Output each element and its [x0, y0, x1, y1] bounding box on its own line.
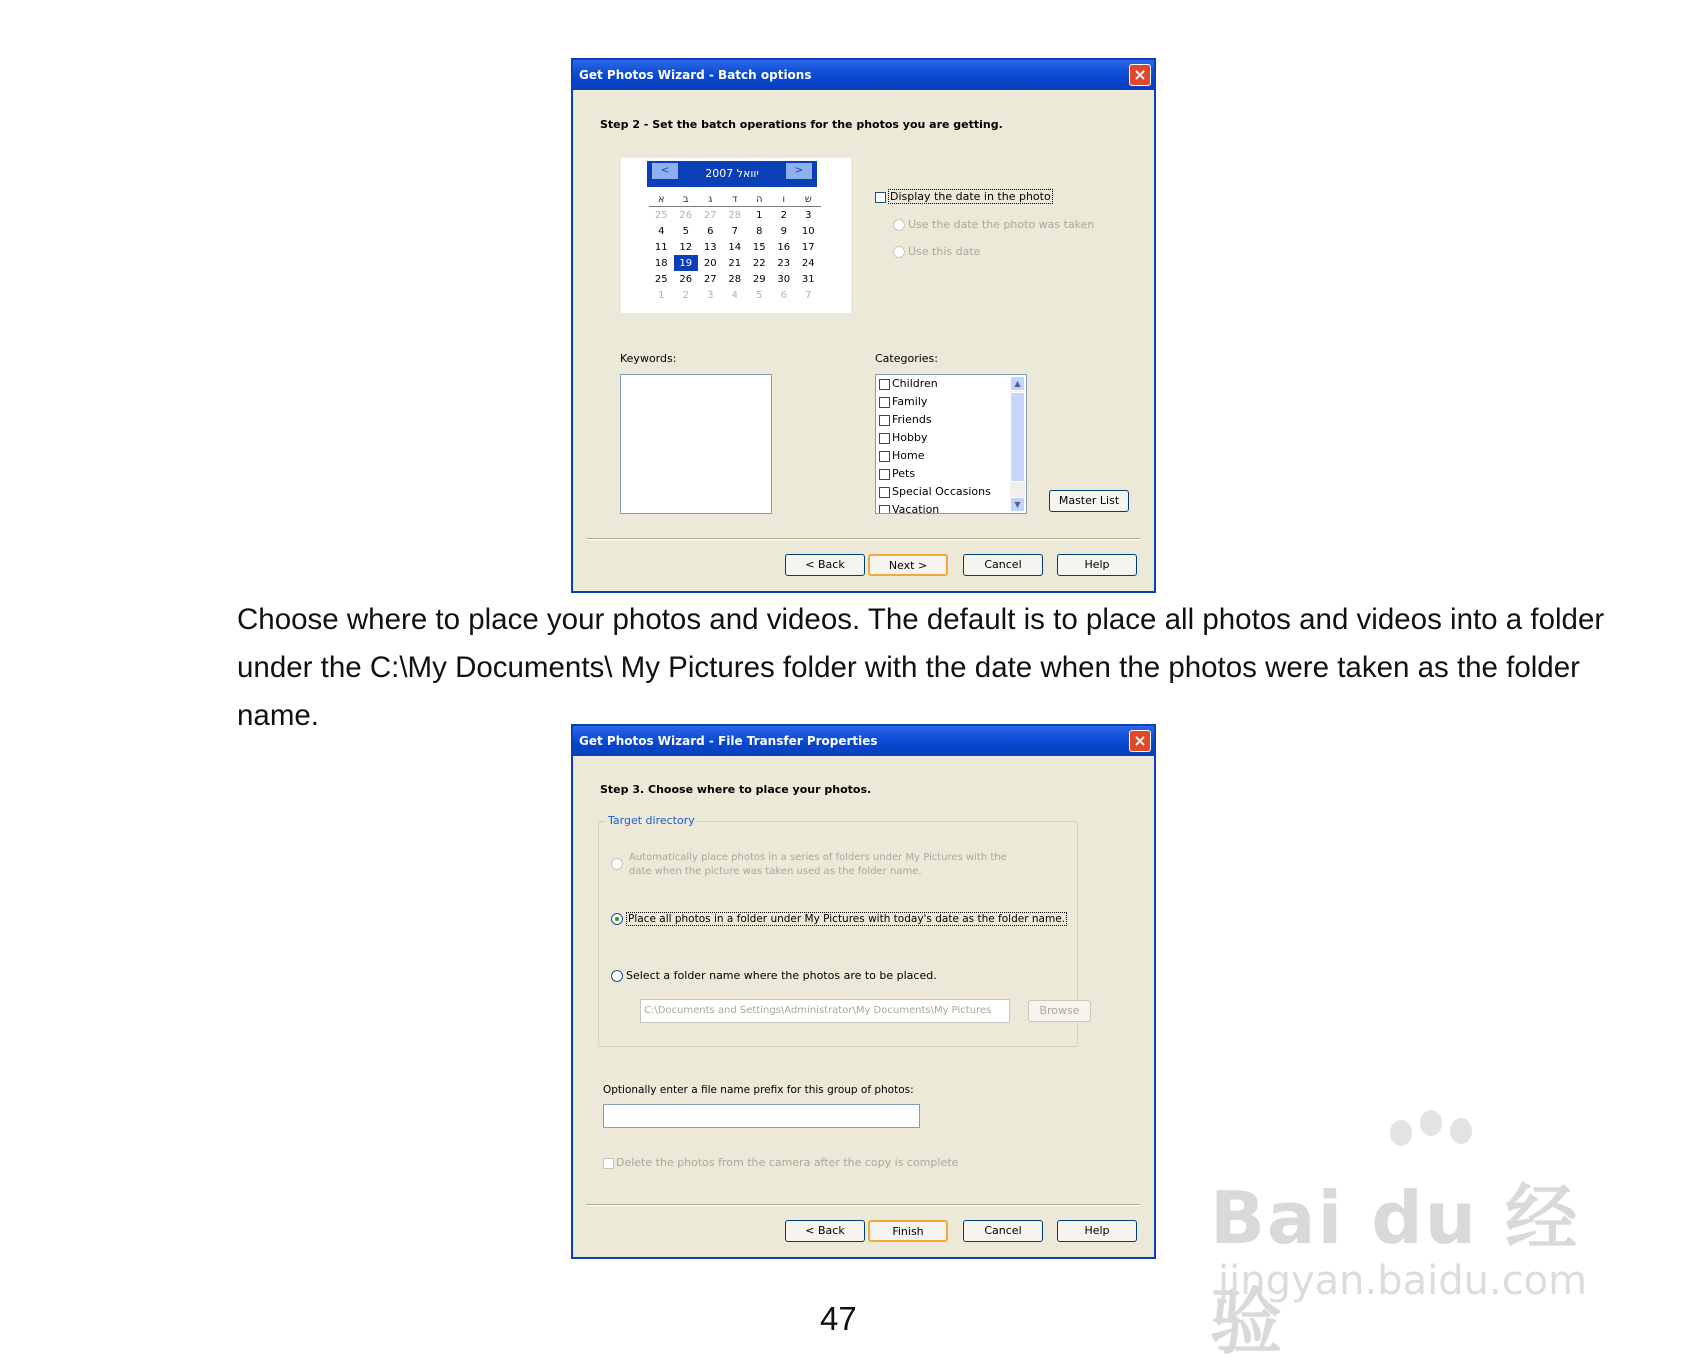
weekday-label: א	[649, 192, 674, 207]
calendar-day[interactable]: 5	[682, 225, 689, 237]
dialog-title: Get Photos Wizard - File Transfer Properties	[579, 734, 878, 748]
dialog-titlebar	[573, 60, 1154, 90]
calendar-day[interactable]: 8	[756, 225, 763, 237]
calendar-day[interactable]: 10	[801, 225, 815, 237]
calendar-next-button[interactable]: >	[786, 163, 812, 179]
paw-print-icon	[1420, 1110, 1442, 1136]
calendar-day[interactable]: 3	[707, 289, 714, 301]
categories-label: Categories:	[875, 352, 938, 365]
calendar-month-label: 2007 יוואל	[705, 167, 759, 180]
category-item-vacation[interactable]	[876, 501, 1026, 514]
calendar-day[interactable]: 6	[707, 225, 714, 237]
master-list-button[interactable]: Master List	[1049, 490, 1129, 512]
today-folder-label: Place all photos in a folder under My Pictures with today's date as the folder name.	[628, 913, 1065, 925]
file-transfer-dialog	[571, 724, 1156, 1259]
category-item-home[interactable]	[876, 447, 1026, 465]
calendar-day[interactable]: 2	[682, 289, 689, 301]
calendar-day[interactable]: 22	[752, 257, 766, 269]
target-directory-label: Target directory	[608, 814, 695, 827]
calendar-day[interactable]: 7	[805, 289, 812, 301]
calendar-day[interactable]: 16	[777, 241, 791, 253]
finish-button[interactable]: Finish	[868, 1220, 948, 1242]
weekday-label: ש	[796, 192, 821, 207]
calendar-week	[649, 207, 821, 224]
calendar-day[interactable]: 6	[780, 289, 787, 301]
keywords-label: Keywords:	[620, 352, 677, 365]
calendar-day[interactable]: 3	[805, 209, 812, 221]
dialog-title: Get Photos Wizard - Batch options	[579, 68, 812, 82]
auto-place-label: Automatically place photos in a series of folders under My Pictures with the date when the picture was taken used as the folder name.	[629, 852, 1007, 877]
calendar-day[interactable]: 9	[780, 225, 787, 237]
category-checkbox[interactable]	[879, 397, 890, 408]
calendar-day[interactable]: 15	[752, 241, 766, 253]
help-button[interactable]: Help	[1057, 1220, 1137, 1242]
calendar-day[interactable]: 30	[777, 273, 791, 285]
display-date-option[interactable]	[875, 190, 1053, 203]
folder-path-input[interactable]: C:\Documents and Settings\Administrator\My Documents\My Pictures	[640, 999, 1010, 1023]
category-item-hobby[interactable]	[876, 429, 1026, 447]
calendar-day[interactable]: 26	[679, 209, 693, 221]
category-item-pets[interactable]	[876, 465, 1026, 483]
scroll-up-icon[interactable]: ▲	[1010, 376, 1025, 391]
category-checkbox[interactable]	[879, 469, 890, 480]
calendar-day[interactable]: 24	[801, 257, 815, 269]
calendar-day[interactable]: 2	[780, 209, 787, 221]
calendar-grid	[649, 192, 821, 303]
prefix-input[interactable]	[603, 1104, 920, 1128]
baidu-watermark	[1210, 1110, 1630, 1364]
calendar-day[interactable]: 12	[679, 241, 693, 253]
select-folder-radio[interactable]	[611, 970, 623, 982]
today-folder-option[interactable]	[611, 912, 1067, 925]
calendar-day[interactable]: 20	[703, 257, 717, 269]
dialog-titlebar	[573, 726, 1154, 756]
category-item-special-occasions[interactable]	[876, 483, 1026, 501]
calendar-day[interactable]: 11	[654, 241, 668, 253]
calendar-day[interactable]: 1	[658, 289, 665, 301]
body-paragraph: Choose where to place your photos and videos. The default is to place all photos and videos into a folder under the C:\My Documents\ My Pictures folder with the date when the photos were taken as the folder name.	[237, 603, 1605, 732]
next-button[interactable]: Next >	[868, 554, 948, 576]
category-checkbox[interactable]	[879, 379, 890, 390]
close-icon[interactable]: ×	[1129, 730, 1151, 752]
weekday-label: ד	[723, 192, 748, 207]
categories-list[interactable]	[875, 374, 1027, 514]
display-date-label: Display the date in the photo	[890, 190, 1051, 203]
cancel-button[interactable]: Cancel	[963, 554, 1043, 576]
paw-print-icon	[1390, 1120, 1412, 1146]
calendar-day[interactable]: 27	[703, 209, 717, 221]
category-label: Special Occasions	[892, 485, 991, 498]
calendar-day[interactable]: 27	[703, 273, 717, 285]
calendar-day[interactable]: 5	[756, 289, 763, 301]
display-date-checkbox[interactable]	[875, 192, 886, 203]
use-taken-date-radio[interactable]	[893, 219, 905, 231]
calendar-day[interactable]: 7	[731, 225, 738, 237]
calendar-day[interactable]: 23	[777, 257, 791, 269]
category-label: Pets	[892, 467, 916, 480]
browse-button[interactable]: Browse	[1028, 1000, 1091, 1022]
category-label: Vacation	[892, 503, 940, 514]
step-instruction: Step 2 - Set the batch operations for the photos you are getting.	[600, 118, 1003, 131]
auto-place-option[interactable]	[611, 851, 1011, 879]
calendar-day[interactable]: 21	[728, 257, 742, 269]
delete-after-copy-label: Delete the photos from the camera after the copy is complete	[616, 1156, 959, 1169]
calendar-week	[649, 223, 821, 239]
category-item-friends[interactable]	[876, 411, 1026, 429]
delete-after-copy-option[interactable]	[603, 1156, 958, 1169]
page-number: 47	[820, 1300, 857, 1337]
calendar-day-selected[interactable]: 19	[674, 255, 699, 271]
weekday-label: ה	[747, 192, 772, 207]
divider	[587, 538, 1140, 540]
calendar-day[interactable]: 18	[654, 257, 668, 269]
calendar-day[interactable]: 25	[654, 209, 668, 221]
category-checkbox[interactable]	[879, 415, 890, 426]
calendar-day[interactable]: 4	[731, 289, 738, 301]
calendar-day[interactable]: 14	[728, 241, 742, 253]
category-item-children[interactable]	[876, 375, 1026, 393]
batch-options-dialog	[571, 58, 1156, 593]
scroll-down-icon[interactable]: ▼	[1010, 497, 1025, 512]
use-this-date-label: Use this date	[908, 245, 981, 258]
calendar-day[interactable]: 1	[756, 209, 763, 221]
cancel-button[interactable]: Cancel	[963, 1220, 1043, 1242]
calendar-weekday-row	[649, 192, 821, 207]
category-label: Hobby	[892, 431, 928, 444]
select-folder-option[interactable]	[611, 969, 937, 982]
calendar-day[interactable]: 26	[679, 273, 693, 285]
select-folder-label: Select a folder name where the photos are to be placed.	[626, 969, 937, 982]
calendar-day[interactable]: 4	[658, 225, 665, 237]
category-checkbox[interactable]	[879, 433, 890, 444]
back-button[interactable]: < Back	[785, 1220, 865, 1242]
divider	[587, 1204, 1140, 1206]
weekday-label: ב	[674, 192, 699, 207]
auto-place-radio[interactable]	[611, 858, 623, 870]
paw-print-icon	[1450, 1118, 1472, 1144]
use-this-date-option[interactable]	[893, 245, 980, 258]
category-item-family[interactable]	[876, 393, 1026, 411]
calendar-week	[649, 255, 821, 271]
calendar-week	[649, 239, 821, 255]
close-icon[interactable]: ×	[1129, 64, 1151, 86]
calendar-week	[649, 287, 821, 303]
calendar-day[interactable]: 28	[728, 209, 742, 221]
calendar-prev-button[interactable]: <	[652, 163, 678, 179]
use-taken-date-label: Use the date the photo was taken	[908, 218, 1095, 231]
category-label: Children	[892, 377, 938, 390]
use-this-date-radio[interactable]	[893, 246, 905, 258]
weekday-label: ג	[698, 192, 723, 207]
calendar-day[interactable]: 17	[801, 241, 815, 253]
delete-after-copy-checkbox[interactable]	[603, 1158, 614, 1169]
calendar-day[interactable]: 29	[752, 273, 766, 285]
category-checkbox[interactable]	[879, 505, 890, 515]
calendar-week	[649, 271, 821, 287]
category-label: Home	[892, 449, 925, 462]
category-checkbox[interactable]	[879, 487, 890, 498]
scroll-thumb[interactable]	[1010, 392, 1025, 482]
watermark-logo: Bai du 经验	[1210, 1176, 1580, 1364]
watermark-url: jingyan.baidu.com	[1218, 1258, 1588, 1304]
step-instruction: Step 3. Choose where to place your photos.	[600, 783, 872, 796]
use-taken-date-option[interactable]	[893, 218, 1094, 231]
calendar-day[interactable]: 31	[801, 273, 815, 285]
today-folder-radio[interactable]	[611, 913, 623, 925]
calendar-day[interactable]: 25	[654, 273, 668, 285]
weekday-label: ו	[772, 192, 797, 207]
calendar-day[interactable]: 28	[728, 273, 742, 285]
calendar-day[interactable]: 13	[703, 241, 717, 253]
keywords-input[interactable]	[620, 374, 772, 514]
category-checkbox[interactable]	[879, 451, 890, 462]
categories-scrollbar[interactable]	[1010, 376, 1025, 512]
category-label: Family	[892, 395, 928, 408]
back-button[interactable]: < Back	[785, 554, 865, 576]
category-label: Friends	[892, 413, 932, 426]
prefix-label: Optionally enter a file name prefix for this group of photos:	[603, 1084, 914, 1096]
help-button[interactable]: Help	[1057, 554, 1137, 576]
month-calendar[interactable]	[621, 158, 851, 313]
